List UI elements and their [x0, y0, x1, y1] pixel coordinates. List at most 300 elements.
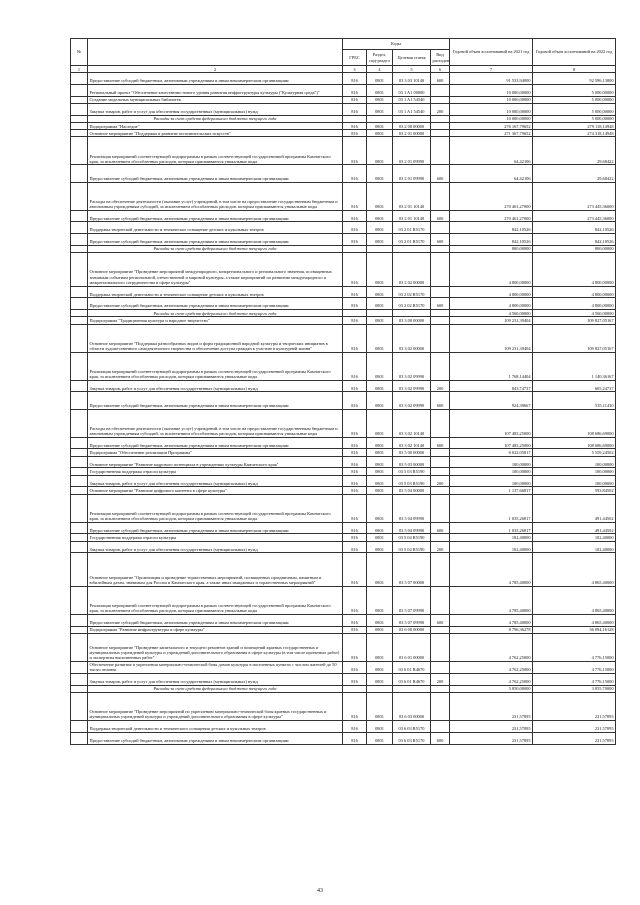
cell-vid: 200: [431, 674, 450, 686]
cell-target: 03 3 02 09990: [393, 392, 431, 409]
cell-amount-2022: 4 800,00000: [533, 298, 616, 310]
cell-name: Создание модельных муниципальных библиотек: [88, 96, 343, 103]
cell-amount-2021: 276 167,79652: [450, 123, 533, 130]
cell-amount-2022: 231,57895: [533, 732, 616, 744]
cell-num: [71, 541, 88, 553]
table-row: [71, 104, 616, 116]
cell-grbs: 816: [343, 222, 367, 234]
header-target: Целевая статья: [393, 50, 431, 66]
header-grbs: ГРБС: [343, 50, 367, 66]
cell-name: Поддержка творческой деятельности и технического оснащения детских и кукольных театров: [88, 721, 343, 733]
cell-name: Поддержка творческой деятельности и техническое оснащение детских и кукольных театров: [88, 286, 343, 298]
cell-grbs: 816: [343, 96, 367, 103]
cell-amount-2021: 4 800,00000: [450, 253, 533, 286]
cell-amount-2021: 4 762,25000: [450, 674, 533, 686]
cell-vid: [431, 130, 450, 137]
cell-grbs: 816: [343, 456, 367, 468]
cell-num: [71, 674, 88, 686]
cell-amount-2021: 1 137,66817: [450, 487, 533, 494]
cell-name: Закупка товаров, работ и услуг для обеспечения государственных (муниципальных) нужд: [88, 541, 343, 553]
cell-name: Основное мероприятие "Развитие кадрового потенциала в учреждениях культуры Камчатского края": [88, 456, 343, 468]
cell-amount-2021: 924,39667: [450, 392, 533, 409]
cell-target: 03 5 04 00000: [393, 487, 431, 494]
cell-num: [71, 222, 88, 234]
cell-name: Государственная поддержка отрасли культуры: [88, 468, 343, 475]
cell-target: 03 5 04 09990: [393, 522, 431, 534]
cell-section: 0801: [367, 534, 393, 541]
cell-grbs: 816: [343, 104, 367, 116]
table-row: [71, 380, 616, 392]
cell-amount-2022: 109 827,05167: [533, 324, 616, 352]
cell-name: Основное мероприятие "Проведение капитального и текущего ремонтов зданий и помещений краевых государственных и муниципальных учреждений культуры и учреждений дополнительного образования в сфере культуры (в том числе проектных работ) и экспертизы выполненных работ": [88, 633, 343, 661]
cell-grbs: 816: [343, 534, 367, 541]
cell-section: 0801: [367, 586, 393, 614]
cell-target: [393, 310, 431, 317]
cell-name: Основное мероприятие "Развитие цифрового контента в сфере культуры": [88, 487, 343, 494]
table-row: [71, 732, 616, 744]
cell-grbs: 816: [343, 674, 367, 686]
table-row: [71, 352, 616, 380]
table-body: [71, 73, 616, 745]
cell-target: 03 2 01 09990: [393, 137, 431, 165]
cell-num: [71, 115, 88, 122]
cell-grbs: 816: [343, 165, 367, 182]
cell-num: [71, 245, 88, 252]
cell-amount-2022: 100,00000: [533, 475, 616, 487]
cell-vid: [431, 693, 450, 721]
cell-grbs: 816: [343, 487, 367, 494]
cell-target: 03 3 02 00000: [393, 324, 431, 352]
cell-grbs: 816: [343, 298, 367, 310]
cell-name: Закупка товаров, работ и услуг для обеспечения государственных (муниципальных) нужд: [88, 674, 343, 686]
cell-name: Закупка товаров, работ и услуг для обеспечения государственных (муниципальных) нужд: [88, 104, 343, 116]
cell-num: [71, 286, 88, 298]
cell-num: [71, 437, 88, 449]
cell-vid: [431, 468, 450, 475]
cell-vid: [431, 553, 450, 586]
cell-amount-2021: 231,57895: [450, 721, 533, 733]
cell-amount-2022: 29,68422: [533, 165, 616, 182]
cell-name: Расходы на обеспечение деятельности (оказание услуг) учреждений, в том числе на предоставление государственным бюджетным и автономным учреждениям субсидий, за исключением обособленных расходов, которым присваиваются уникальные коды: [88, 409, 343, 437]
cell-name: Предоставление субсидий бюджетным, автономным учреждениям и иным некоммерческим организациям: [88, 392, 343, 409]
cell-grbs: 816: [343, 732, 367, 744]
cell-name: Предоставление субсидий бюджетным, автономным учреждениям и иным некоммерческим организациям: [88, 165, 343, 182]
cell-vid: 600: [431, 392, 450, 409]
idx-4: 4: [367, 66, 393, 73]
cell-amount-2021: 4 800,00000: [450, 286, 533, 298]
cell-name: Предоставление субсидий бюджетным, автономным учреждениям и иным некоммерческим организациям: [88, 73, 343, 85]
table-row: [71, 494, 616, 522]
cell-amount-2022: 535,11430: [533, 392, 616, 409]
cell-amount-2022: 4 560,00000: [533, 310, 616, 317]
cell-section: 0801: [367, 541, 393, 553]
table-row: [71, 123, 616, 130]
table-row: [71, 234, 616, 246]
cell-amount-2021: 4 800,00000: [450, 298, 533, 310]
cell-section: [367, 115, 393, 122]
cell-name: Основное мероприятие "Поддержка разнообразных видов и форм традиционной народной культуры и творческих инициатив в области художественного самодеятельного творчества и обеспечение доступа граждан к участию в культурной жизни": [88, 324, 343, 352]
table-header-row: [71, 39, 616, 50]
cell-num: [71, 165, 88, 182]
cell-num: [71, 104, 88, 116]
cell-section: 0801: [367, 409, 393, 437]
cell-target: [393, 245, 431, 252]
cell-grbs: [343, 245, 367, 252]
cell-section: 0801: [367, 104, 393, 116]
cell-amount-2021: 4 560,00000: [450, 310, 533, 317]
cell-grbs: 816: [343, 253, 367, 286]
cell-section: 0801: [367, 633, 393, 661]
cell-vid: 600: [431, 165, 450, 182]
table-row: [71, 522, 616, 534]
cell-name: Расходы за счет средств федерального бюджета текущего года: [88, 310, 343, 317]
cell-grbs: 816: [343, 123, 367, 130]
cell-amount-2021: 6 022,05817: [450, 449, 533, 456]
cell-vid: [431, 222, 450, 234]
cell-amount-2021: 800,00000: [450, 245, 533, 252]
cell-target: 03 2 01 09990: [393, 165, 431, 182]
cell-amount-2021: 107 483,25000: [450, 409, 533, 437]
cell-vid: 600: [431, 732, 450, 744]
table-row: [71, 137, 616, 165]
table-row: [71, 245, 616, 252]
cell-amount-2021: 1 768,14404: [450, 352, 533, 380]
cell-amount-2022: 5 000,00000: [533, 115, 616, 122]
cell-target: 03 1 A1 54540: [393, 104, 431, 116]
cell-amount-2022: 102,40000: [533, 541, 616, 553]
cell-amount-2021: 10 000,00000: [450, 85, 533, 97]
cell-num: [71, 234, 88, 246]
cell-section: 0801: [367, 137, 393, 165]
table-row: [71, 409, 616, 437]
cell-target: 03 2 01 R5170: [393, 222, 431, 234]
cell-target: 03 5 03 00000: [393, 456, 431, 468]
cell-amount-2022: 4 865,40000: [533, 614, 616, 626]
cell-grbs: 816: [343, 626, 367, 633]
cell-target: 03 5 04 09990: [393, 494, 431, 522]
cell-amount-2021: 4 785,40000: [450, 586, 533, 614]
cell-name: Основное мероприятие "Поддержка и развитие исполнительских искусств": [88, 130, 343, 137]
cell-num: [71, 468, 88, 475]
cell-name: Подпрограмма "Наследие": [88, 123, 343, 130]
cell-name: Предоставление субсидий бюджетным, автономным учреждениям и иным некоммерческим организациям: [88, 234, 343, 246]
cell-target: 03 2 00 00000: [393, 123, 431, 130]
cell-amount-2022: 273 445,36000: [533, 210, 616, 222]
cell-target: 03 2 02 R5170: [393, 286, 431, 298]
cell-num: [71, 475, 88, 487]
cell-target: 03 3 02 09990: [393, 380, 431, 392]
cell-num: [71, 137, 88, 165]
cell-target: 03 6 00 00000: [393, 626, 431, 633]
cell-section: 0801: [367, 73, 393, 85]
cell-target: 03 5 04 R5190: [393, 534, 431, 541]
cell-grbs: 816: [343, 182, 367, 210]
cell-num: [71, 409, 88, 437]
header-section: Раздел, под-раздел: [367, 50, 393, 66]
cell-grbs: 816: [343, 409, 367, 437]
cell-vid: [431, 123, 450, 130]
cell-num: [71, 310, 88, 317]
cell-vid: [431, 586, 450, 614]
cell-vid: [431, 626, 450, 633]
table-row: [71, 437, 616, 449]
cell-section: 0801: [367, 324, 393, 352]
cell-amount-2022: 4 800,00000: [533, 253, 616, 286]
cell-amount-2022: 491,44502: [533, 522, 616, 534]
cell-num: [71, 182, 88, 210]
cell-target: 03 5 03 R5190: [393, 475, 431, 487]
cell-target: 03 6 03 00000: [393, 693, 431, 721]
cell-name: Закупка товаров, работ и услуг для обеспечения государственных (муниципальных) нужд: [88, 475, 343, 487]
cell-section: 0801: [367, 693, 393, 721]
cell-amount-2022: 842,10526: [533, 234, 616, 246]
cell-amount-2022: 593,84502: [533, 487, 616, 494]
table-row: [71, 210, 616, 222]
cell-num: [71, 721, 88, 733]
cell-section: 0801: [367, 522, 393, 534]
cell-num: [71, 661, 88, 673]
cell-target: 03 1 A1 00000: [393, 85, 431, 97]
cell-name: Региональный проект "Обеспечение качественно нового уровня развития инфраструктуры культуры ("Культурная среда")": [88, 85, 343, 97]
cell-name: Предоставление субсидий бюджетным, автономным учреждениям и иным некоммерческим организациям: [88, 298, 343, 310]
table-row: [71, 310, 616, 317]
cell-amount-2021: 8 796,36278: [450, 626, 533, 633]
cell-section: 0801: [367, 222, 393, 234]
cell-amount-2022: 100,00000: [533, 456, 616, 468]
cell-amount-2022: 4 800,00000: [533, 286, 616, 298]
cell-num: [71, 352, 88, 380]
table-row: [71, 317, 616, 324]
cell-amount-2022: 231,57895: [533, 721, 616, 733]
cell-section: 0801: [367, 182, 393, 210]
cell-num: [71, 130, 88, 137]
idx-3: 3: [343, 66, 367, 73]
cell-target: 03 2 01 R5170: [393, 234, 431, 246]
cell-section: 0801: [367, 96, 393, 103]
cell-amount-2021: 4 785,40000: [450, 614, 533, 626]
cell-vid: 600: [431, 210, 450, 222]
cell-amount-2021: 1 035,26817: [450, 494, 533, 522]
cell-num: [71, 626, 88, 633]
cell-vid: [431, 182, 450, 210]
table-row: [71, 222, 616, 234]
cell-target: 03 3 03 10140: [393, 73, 431, 85]
cell-amount-2021: 842,10526: [450, 222, 533, 234]
cell-grbs: 816: [343, 693, 367, 721]
table-row: [71, 115, 616, 122]
cell-grbs: 816: [343, 721, 367, 733]
cell-grbs: 816: [343, 137, 367, 165]
cell-name: Реализация мероприятий соответствующей подпрограммы в рамках соответствующей государственной программы Камчатского края, за исключением обособленных расходов, которым присваиваются уникальные коды: [88, 352, 343, 380]
cell-amount-2022: 279 118,14948: [533, 123, 616, 130]
cell-target: 03 1 A1 54540: [393, 96, 431, 103]
cell-vid: [431, 487, 450, 494]
cell-name: Расходы на обеспечение деятельности (оказание услуг) учреждений, в том числе на предоставление государственным бюджетным и автономным учреждениям субсидий, за исключением обособленных расходов, которым присваиваются уникальные коды: [88, 182, 343, 210]
cell-grbs: 816: [343, 494, 367, 522]
cell-grbs: 816: [343, 468, 367, 475]
cell-vid: [431, 633, 450, 661]
cell-section: 0801: [367, 380, 393, 392]
cell-name: Основное мероприятие "Организация и проведение торжественных мероприятий, посвященных праздничным, памятным и юбилейным датам, значимым для России и Камчатского края, а также иных имиджевых и торжественных мероприятий": [88, 553, 343, 586]
cell-section: 0801: [367, 456, 393, 468]
cell-amount-2022: 5 559,24502: [533, 449, 616, 456]
cell-amount-2022: 4 776,15000: [533, 661, 616, 673]
cell-vid: [431, 352, 450, 380]
cell-grbs: 816: [343, 586, 367, 614]
cell-section: 0801: [367, 234, 393, 246]
cell-name: Расходы за счет средств федерального бюджета текущего года: [88, 115, 343, 122]
cell-grbs: 816: [343, 210, 367, 222]
cell-target: [393, 115, 431, 122]
cell-section: 0801: [367, 130, 393, 137]
cell-amount-2022: 605,24737: [533, 380, 616, 392]
table-row: [71, 298, 616, 310]
cell-grbs: 816: [343, 553, 367, 586]
cell-amount-2022: 109 827,05167: [533, 317, 616, 324]
cell-amount-2022: 108 686,69000: [533, 409, 616, 437]
cell-num: [71, 317, 88, 324]
cell-name: Предоставление субсидий бюджетным, автономным учреждениям и иным некоммерческим организациям: [88, 732, 343, 744]
cell-amount-2022: 491,44502: [533, 494, 616, 522]
cell-grbs: 816: [343, 614, 367, 626]
cell-num: [71, 553, 88, 586]
cell-num: [71, 324, 88, 352]
cell-section: 0801: [367, 298, 393, 310]
cell-num: [71, 253, 88, 286]
cell-name: Реализация мероприятий соответствующей подпрограммы в рамках соответствующей государственной программы Камчатского края, за исключением обособленных расходов, которым присваиваются уникальные коды: [88, 494, 343, 522]
cell-name: Предоставление субсидий бюджетным, автономным учреждениям и иным некоммерческим организациям: [88, 210, 343, 222]
table-row: [71, 553, 616, 586]
cell-amount-2021: 10 000,00000: [450, 115, 533, 122]
cell-section: 0801: [367, 253, 393, 286]
cell-target: 03 3 02 10140: [393, 437, 431, 449]
cell-amount-2021: 231,57895: [450, 732, 533, 744]
cell-target: 03 5 07 00000: [393, 553, 431, 586]
cell-amount-2021: 4 785,40000: [450, 553, 533, 586]
cell-amount-2022: 4 865,40000: [533, 586, 616, 614]
cell-amount-2022: 5 000,00000: [533, 96, 616, 103]
cell-grbs: 816: [343, 475, 367, 487]
cell-num: [71, 392, 88, 409]
cell-section: [367, 310, 393, 317]
cell-num: [71, 210, 88, 222]
column-index-row: [71, 66, 616, 73]
cell-amount-2021: 100,00000: [450, 475, 533, 487]
cell-vid: [431, 317, 450, 324]
cell-amount-2022: 92 596,13000: [533, 73, 616, 85]
cell-amount-2022: 273 445,36000: [533, 182, 616, 210]
cell-vid: [431, 449, 450, 456]
cell-amount-2022: 3 855,70000: [533, 685, 616, 692]
cell-amount-2021: 1 035,26817: [450, 522, 533, 534]
table-row: [71, 626, 616, 633]
table-row: [71, 468, 616, 475]
cell-vid: [431, 324, 450, 352]
cell-amount-2022: 231,57895: [533, 693, 616, 721]
cell-section: 0801: [367, 661, 393, 673]
cell-amount-2021: 3 850,00000: [450, 685, 533, 692]
table-row: [71, 324, 616, 352]
cell-num: [71, 494, 88, 522]
cell-target: 03 2 02 00000: [393, 253, 431, 286]
cell-vid: 600: [431, 73, 450, 85]
cell-amount-2021: 102,40000: [450, 534, 533, 541]
cell-target: 03 6 01 R4670: [393, 661, 431, 673]
cell-name: Реализация мероприятий соответствующей подпрограммы в рамках соответствующей государственной программы Камчатского края, за исключением обособленных расходов, которым присваиваются уникальные коды: [88, 137, 343, 165]
table-row: [71, 73, 616, 85]
table-row: [71, 586, 616, 614]
cell-vid: [431, 310, 450, 317]
cell-grbs: 816: [343, 234, 367, 246]
cell-amount-2022: 102,40000: [533, 534, 616, 541]
budget-table: [70, 38, 616, 745]
header-codes: Коды: [343, 39, 450, 50]
cell-grbs: 816: [343, 130, 367, 137]
cell-vid: 200: [431, 380, 450, 392]
table-row: [71, 534, 616, 541]
cell-section: [367, 685, 393, 692]
table-row: [71, 685, 616, 692]
cell-amount-2021: 109 231,39404: [450, 317, 533, 324]
cell-amount-2021: 842,10526: [450, 234, 533, 246]
cell-grbs: 816: [343, 449, 367, 456]
cell-amount-2022: 5 000,00000: [533, 104, 616, 116]
cell-vid: [431, 685, 450, 692]
cell-amount-2021: 109 231,39404: [450, 324, 533, 352]
cell-section: 0801: [367, 165, 393, 182]
cell-section: [367, 245, 393, 252]
cell-num: [71, 534, 88, 541]
cell-grbs: 816: [343, 392, 367, 409]
cell-amount-2021: 271 367,79652: [450, 130, 533, 137]
header-num: №: [71, 39, 88, 66]
cell-num: [71, 73, 88, 85]
idx-5: 5: [393, 66, 431, 73]
cell-section: 0801: [367, 85, 393, 97]
cell-target: 03 2 01 00000: [393, 130, 431, 137]
cell-num: [71, 522, 88, 534]
cell-num: [71, 96, 88, 103]
cell-num: [71, 298, 88, 310]
cell-name: Расходы за счет средств федерального бюджета текущего года: [88, 245, 343, 252]
cell-num: [71, 586, 88, 614]
cell-amount-2022: 842,10526: [533, 222, 616, 234]
cell-num: [71, 487, 88, 494]
header-2021: Годовой объем ассигнований на 2021 год: [450, 39, 533, 66]
cell-grbs: [343, 685, 367, 692]
cell-name: Подпрограмма "Традиционная культура и народное творчество": [88, 317, 343, 324]
table-row: [71, 456, 616, 468]
idx-6: 6: [431, 66, 450, 73]
cell-name: Подпрограмма "Развитие инфраструктуры в сфере культуры": [88, 626, 343, 633]
cell-num: [71, 693, 88, 721]
cell-vid: [431, 661, 450, 673]
cell-num: [71, 449, 88, 456]
cell-grbs: 816: [343, 380, 367, 392]
cell-amount-2021: 270 461,27000: [450, 210, 533, 222]
cell-vid: [431, 115, 450, 122]
cell-section: 0801: [367, 553, 393, 586]
cell-vid: 600: [431, 437, 450, 449]
cell-target: 03 6 01 00000: [393, 633, 431, 661]
cell-amount-2021: 270 461,27000: [450, 182, 533, 210]
cell-grbs: 816: [343, 437, 367, 449]
cell-num: [71, 85, 88, 97]
cell-vid: 600: [431, 234, 450, 246]
cell-name: Закупка товаров, работ и услуг для обеспечения государственных (муниципальных) нужд: [88, 380, 343, 392]
idx-1: 1: [71, 66, 88, 73]
cell-target: 03 5 03 R5190: [393, 468, 431, 475]
